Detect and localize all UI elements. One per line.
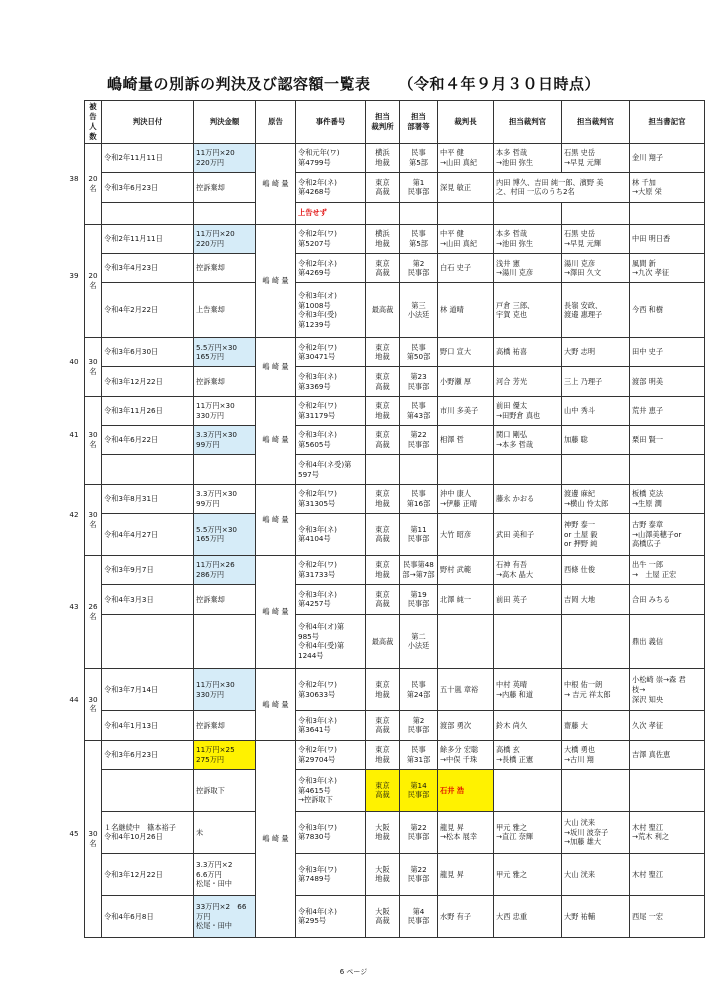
table-row [85, 224, 705, 253]
court: 東京 地裁 [366, 669, 400, 711]
judgment-date [102, 455, 194, 484]
judgment-date: １名継続中 篠本裕子 令和4年10月26日 [102, 811, 194, 853]
judge-1: 本多 哲哉 →池田 弥生 [494, 224, 562, 253]
judgment-amount: 3.3万円×30 99万円 [194, 484, 256, 513]
case-number: 令和3年(ネ) 第4257号 [296, 585, 366, 614]
judge-2 [562, 202, 630, 224]
presiding-judge: 沖中 康人 →伊藤 正晴 [438, 484, 494, 513]
table-row [85, 426, 705, 455]
judge-2: 大野 志明 [562, 338, 630, 367]
table-row [85, 853, 705, 895]
department: 民事 第31部 [400, 740, 438, 769]
clerk: 板橋 克法 →生原 潤 [630, 484, 705, 513]
court [366, 202, 400, 224]
table-row [85, 283, 705, 338]
presiding-judge [438, 202, 494, 224]
department [400, 202, 438, 224]
court: 東京 地裁 [366, 338, 400, 367]
department: 第三 小法廷 [400, 283, 438, 338]
case-number: 令和2年(ワ) 第30471号 [296, 338, 366, 367]
col-judge-2: 担当裁判官 [562, 101, 630, 144]
defendant-count-value: 30名 [88, 357, 98, 376]
defendant-count-value: 30名 [88, 694, 98, 714]
clerk: 小松崎 崇→森 君 枝→ 深沢 知央 [630, 669, 705, 711]
table-row [85, 811, 705, 853]
judgment-amount: 控訴棄却 [194, 711, 256, 740]
clerk: 今西 和樹 [630, 283, 705, 338]
col-court: 担当 裁判所 [366, 101, 400, 144]
judge-2: 大野 祐輔 [562, 895, 630, 937]
case-number: 令和3年(ネ) 第3641号 [296, 711, 366, 740]
col-date: 判決日付 [102, 101, 194, 144]
table-row [85, 711, 705, 740]
title-date: （令和４年９月３０日時点） [398, 75, 601, 93]
defendant-count-value: 30名 [88, 829, 98, 848]
judge-1: 河合 芳光 [494, 367, 562, 396]
presiding-judge: 中平 健 →山田 真紀 [438, 143, 494, 172]
department: 民事 第5部 [400, 224, 438, 253]
judgment-amount: 3.3万円×2 6.6万円 松尾・田中 [194, 853, 256, 895]
clerk: 合田 みちる [630, 585, 705, 614]
department: 第2 民事部 [400, 254, 438, 283]
department: 第2 民事部 [400, 711, 438, 740]
case-number: 令和元年(ワ) 第4799号 [296, 143, 366, 172]
defendant-count [69, 555, 102, 668]
case-number: 上告せず [296, 202, 366, 224]
judge-2: 石黒 史岳 →早見 元輝 [562, 143, 630, 172]
judgment-table [69, 100, 705, 938]
judgment-amount [194, 614, 256, 669]
judge-1: 内田 博久、吉田 純一郎、濱野 美 之、村田 一広のうち2名 [494, 173, 630, 202]
col-presiding-judge: 裁判長 [438, 101, 494, 144]
department: 第14 民事部 [400, 769, 438, 811]
judgment-amount: 上告棄却 [194, 283, 256, 338]
case-number: 令和2年(ワ) 第5207号 [296, 224, 366, 253]
court: 大阪 地裁 [366, 811, 400, 853]
department: 第22 民事部 [400, 853, 438, 895]
judgment-date [102, 614, 194, 669]
judge-1: 鈴木 尚久 [494, 711, 562, 740]
presiding-judge [438, 455, 494, 484]
presiding-judge: 相澤 哲 [438, 426, 494, 455]
defendant-count-value: 26名 [88, 602, 98, 622]
case-number: 令和2年(ワ) 第31305号 [296, 484, 366, 513]
court: 最高裁 [366, 614, 400, 669]
group-number: 38 [69, 174, 79, 184]
plaintiff: 嶋 崎 量 [256, 555, 296, 668]
judgment-date: 令和2年11月11日 [102, 143, 194, 172]
page-number: 6 ページ [339, 968, 368, 976]
court: 最高裁 [366, 283, 400, 338]
judgment-amount: 11万円×26 286万円 [194, 555, 256, 584]
case-number: 令和3年(ワ) 第7489号 [296, 853, 366, 895]
judgment-amount: 控訴棄却 [194, 254, 256, 283]
defendant-count [69, 338, 102, 397]
judgment-amount [194, 455, 256, 484]
case-number: 令和2年(ワ) 第29704号 [296, 740, 366, 769]
judgment-amount: 未 [194, 811, 256, 853]
clerk: 古野 泰章 →山澤美穂子or 高橋広子 [630, 513, 705, 555]
judgment-amount: 11万円×30 330万円 [194, 669, 256, 711]
plaintiff: 嶋 崎 量 [256, 224, 296, 337]
judge-1: 前田 英子 [494, 585, 562, 614]
judgment-date: 令和3年12月22日 [102, 367, 194, 396]
judgment-date: 令和2年11月11日 [102, 224, 194, 253]
table-row [85, 173, 705, 202]
court: 横浜 地裁 [366, 224, 400, 253]
clerk: 荒井 恵子 [630, 396, 705, 425]
judge-1 [494, 455, 562, 484]
case-number: 令和2年(ワ) 第31733号 [296, 555, 366, 584]
judgment-amount: 11万円×20 220万円 [194, 143, 256, 172]
judge-1: 本多 哲哉 →池田 弥生 [494, 143, 562, 172]
case-number: 令和3年(オ) 第1008号 令和3年(受) 第1239号 [296, 283, 366, 338]
page-title [0, 73, 707, 94]
defendant-count [69, 143, 102, 224]
department: 第1 民事部 [400, 173, 438, 202]
judge-1: 戸倉 三郎、 宇賀 克也 [494, 283, 562, 338]
court: 東京 高裁 [366, 367, 400, 396]
clerk: 林 千加 →大原 栄 [630, 173, 705, 202]
department: 民事 第50部 [400, 338, 438, 367]
case-number: 令和4年(オ)第 985号 令和4年(受)第 1244号 [296, 614, 366, 669]
clerk: 木村 聖江 →荒木 利之 [630, 811, 705, 853]
defendant-count [69, 224, 102, 337]
group-number: 42 [69, 510, 79, 520]
department: 第二 小法廷 [400, 614, 438, 669]
judgment-date: 令和4年1月13日 [102, 711, 194, 740]
court: 東京 高裁 [366, 173, 400, 202]
clerk: 中田 明日香 [630, 224, 705, 253]
judge-1: 甲元 雅之 →直江 奈輝 [494, 811, 562, 853]
judgment-date: 令和3年6月30日 [102, 338, 194, 367]
header-row [85, 101, 705, 144]
court: 東京 地裁 [366, 484, 400, 513]
judgment-date: 令和3年6月23日 [102, 173, 194, 202]
presiding-judge: 龍見 昇 [438, 853, 494, 895]
court: 東京 高裁 [366, 254, 400, 283]
judgment-amount: 3.3万円×30 99万円 [194, 426, 256, 455]
court: 横浜 地裁 [366, 143, 400, 172]
presiding-judge: 野口 宣大 [438, 338, 494, 367]
case-number: 令和3年(ネ) 第5605号 [296, 426, 366, 455]
defendant-count-value: 20名 [88, 174, 98, 193]
table-row [85, 614, 705, 669]
case-number: 令和3年(ネ) 第4104号 [296, 513, 366, 555]
judgment-date: 令和3年11月26日 [102, 396, 194, 425]
judge-2: 石黒 史岳 →早見 元輝 [562, 224, 630, 253]
court: 東京 高裁 [366, 769, 400, 811]
judge-2: 長嶺 安政、 渡邉 惠理子 [562, 283, 630, 338]
judge-1: 武田 美和子 [494, 513, 562, 555]
table-row [85, 484, 705, 513]
department: 民事第48 部→第7部 [400, 555, 438, 584]
col-defendants: 被告 人数 [85, 101, 102, 144]
case-number: 令和4年(ネ) 第295号 [296, 895, 366, 937]
clerk: 栗田 賢一 [630, 426, 705, 455]
judgment-amount: 11万円×25 275万円 [194, 740, 256, 769]
table-row [85, 143, 705, 172]
presiding-judge: 市川 多美子 [438, 396, 494, 425]
table-row [85, 895, 705, 937]
court: 東京 高裁 [366, 513, 400, 555]
group-number: 39 [69, 271, 79, 281]
defendant-count-value: 20名 [88, 271, 98, 290]
presiding-judge: 渡部 勇次 [438, 711, 494, 740]
judge-1: 中村 英晴 →内藤 和道 [494, 669, 562, 711]
presiding-judge: 大竹 昭彦 [438, 513, 494, 555]
judgment-amount: 5.5万円×30 165万円 [194, 513, 256, 555]
judge-2: 神野 泰一 or 土屋 毅 or 押野 純 [562, 513, 630, 555]
department: 民事 第24部 [400, 669, 438, 711]
clerk: 鼎出 義信 [630, 614, 705, 669]
presiding-judge: 龍見 昇 →松本 展幸 [438, 811, 494, 853]
judge-2: 大橋 勇也 →古川 翔 [562, 740, 630, 769]
judge-1 [494, 614, 562, 669]
judge-1: 石神 有吾 →高木 晶大 [494, 555, 562, 584]
judge-1 [494, 202, 562, 224]
judgment-amount: 控訴棄却 [194, 585, 256, 614]
case-number: 令和3年(ネ) 第3369号 [296, 367, 366, 396]
presiding-judge: 野村 武範 [438, 555, 494, 584]
plaintiff: 嶋 崎 量 [256, 338, 296, 397]
department: 第22 民事部 [400, 811, 438, 853]
case-number: 令和3年(ワ) 第7830号 [296, 811, 366, 853]
plaintiff: 嶋 崎 量 [256, 484, 296, 555]
clerk [630, 455, 705, 484]
department: 第22 民事部 [400, 426, 438, 455]
court: 東京 地裁 [366, 740, 400, 769]
judgment-date [102, 769, 194, 811]
judge-1: 関口 剛弘 →本多 哲哉 [494, 426, 562, 455]
plaintiff: 嶋 崎 量 [256, 669, 296, 740]
table-row [85, 455, 705, 484]
presiding-judge: 深見 敏正 [438, 173, 494, 202]
judgment-date: 令和3年7月14日 [102, 669, 194, 711]
col-judge-1: 担当裁判官 [494, 101, 562, 144]
judgment-amount: 5.5万円×30 165万円 [194, 338, 256, 367]
judge-2: 三上 乃理子 [562, 367, 630, 396]
defendant-count-value: 30名 [88, 510, 98, 529]
judge-2: 大山 洸来 [562, 853, 630, 895]
clerk: 風間 新 →九次 孝征 [630, 254, 705, 283]
presiding-judge: 五十嵐 章裕 [438, 669, 494, 711]
department: 第4 民事部 [400, 895, 438, 937]
court: 大阪 高裁 [366, 895, 400, 937]
presiding-judge: 中平 健 →山田 真紀 [438, 224, 494, 253]
judge-2: 加藤 聡 [562, 426, 630, 455]
judge-2 [562, 455, 630, 484]
col-case-number: 事件番号 [296, 101, 366, 144]
judge-1: 高橋 玄 →長橋 正憲 [494, 740, 562, 769]
judgment-date: 令和4年3月3日 [102, 585, 194, 614]
group-number: 43 [69, 602, 79, 612]
judgment-amount: 11万円×30 330万円 [194, 396, 256, 425]
department [400, 455, 438, 484]
judge-2: 西條 仕俊 [562, 555, 630, 584]
case-number: 令和2年(ワ) 第31179号 [296, 396, 366, 425]
department: 第19 民事部 [400, 585, 438, 614]
table-row [85, 367, 705, 396]
judgment-date: 令和4年2月22日 [102, 283, 194, 338]
presiding-judge: 小野瀬 厚 [438, 367, 494, 396]
judge-1: 浅井 憲 →湯川 克彦 [494, 254, 562, 283]
presiding-judge: 北澤 純一 [438, 585, 494, 614]
plaintiff: 嶋 崎 量 [256, 143, 296, 224]
table-row [85, 555, 705, 584]
department: 民事 第43部 [400, 396, 438, 425]
judgment-date: 令和4年6月8日 [102, 895, 194, 937]
case-number: 令和2年(ネ) 第4269号 [296, 254, 366, 283]
judgment-date [102, 202, 194, 224]
presiding-judge [438, 614, 494, 669]
defendant-count-value: 30名 [88, 430, 98, 450]
group-number: 45 [69, 829, 79, 839]
judgment-date: 令和3年4月23日 [102, 254, 194, 283]
col-dept: 担当 部署等 [400, 101, 438, 144]
table-row [85, 202, 705, 224]
judge-2: 齋藤 大 [562, 711, 630, 740]
judgment-amount: 33万円×2 66 万円 松尾・田中 [194, 895, 256, 937]
judge-2: 山中 秀斗 [562, 396, 630, 425]
col-clerk: 担当書記官 [630, 101, 705, 144]
plaintiff: 嶋 崎 量 [256, 740, 296, 937]
defendant-count [69, 740, 102, 937]
court: 東京 地裁 [366, 555, 400, 584]
judge-1: 大西 忠重 [494, 895, 562, 937]
clerk: 久次 孝征 [630, 711, 705, 740]
clerk [630, 769, 705, 811]
court: 東京 地裁 [366, 396, 400, 425]
judge-2: 大山 洸来 →坂川 波奈子 →加藤 雄大 [562, 811, 630, 853]
judgment-amount: 控訴棄却 [194, 367, 256, 396]
judge-2: 吉岡 大地 [562, 585, 630, 614]
table-row [85, 513, 705, 555]
presiding-judge: 石井 浩 [438, 769, 494, 811]
table-row [85, 396, 705, 425]
clerk: 木村 聖江 [630, 853, 705, 895]
judge-1: 高橋 祐喜 [494, 338, 562, 367]
presiding-judge: 水野 有子 [438, 895, 494, 937]
judgment-date: 令和4年6月22日 [102, 426, 194, 455]
clerk [630, 202, 705, 224]
group-number: 44 [69, 694, 79, 704]
court: 東京 高裁 [366, 585, 400, 614]
title-text: 嶋崎量の別訴の判決及び認容額一覧表 [106, 75, 371, 93]
case-number: 令和2年(ワ) 第30633号 [296, 669, 366, 711]
judgment-amount [194, 202, 256, 224]
clerk: 田中 史子 [630, 338, 705, 367]
judgment-amount: 控訴棄却 [194, 173, 256, 202]
department: 民事 第5部 [400, 143, 438, 172]
clerk: 金川 翔子 [630, 143, 705, 172]
judge-2 [562, 769, 630, 811]
clerk: 出牛 一郎 → 土屋 正宏 [630, 555, 705, 584]
table-row [85, 254, 705, 283]
col-amount: 判決金額 [194, 101, 256, 144]
clerk: 西尾 一宏 [630, 895, 705, 937]
department: 第23 民事部 [400, 367, 438, 396]
court: 東京 高裁 [366, 426, 400, 455]
judge-2 [562, 614, 630, 669]
defendant-count [69, 484, 102, 555]
table-row [85, 669, 705, 711]
group-number: 40 [69, 357, 79, 367]
department: 民事 第16部 [400, 484, 438, 513]
presiding-judge: 林 道晴 [438, 283, 494, 338]
clerk: 渡部 明美 [630, 367, 705, 396]
judgment-date: 令和3年12月22日 [102, 853, 194, 895]
defendant-count [69, 396, 102, 484]
clerk: 吉澤 真佐恵 [630, 740, 705, 769]
court [366, 455, 400, 484]
judge-1: 甲元 雅之 [494, 853, 562, 895]
table-row [85, 740, 705, 769]
judge-2: 湯川 克彦 →澤田 久文 [562, 254, 630, 283]
judgment-amount: 11万円×20 220万円 [194, 224, 256, 253]
department: 第11 民事部 [400, 513, 438, 555]
judge-1: 藤永 かおる [494, 484, 562, 513]
judge-1 [494, 769, 562, 811]
judgment-date: 令和4年4月27日 [102, 513, 194, 555]
judge-2: 中根 佑一朗 → 吉元 祥太郎 [562, 669, 630, 711]
plaintiff: 嶋 崎 量 [256, 396, 296, 484]
judge-1: 前田 優太 →田野倉 真也 [494, 396, 562, 425]
judgment-amount: 控訴取下 [194, 769, 256, 811]
table-row [85, 769, 705, 811]
case-number: 令和2年(ネ) 第4268号 [296, 173, 366, 202]
judge-2: 渡邊 麻紀 →横山 怜太郎 [562, 484, 630, 513]
defendant-count [69, 669, 102, 740]
table-row [85, 338, 705, 367]
judgment-date: 令和3年8月31日 [102, 484, 194, 513]
court: 東京 高裁 [366, 711, 400, 740]
table-row [85, 585, 705, 614]
case-number: 令和3年(ネ) 第4615号 →控訴取下 [296, 769, 366, 811]
presiding-judge: 餘多分 宏聡 →中俣 千珠 [438, 740, 494, 769]
group-number: 41 [69, 430, 79, 440]
presiding-judge: 白石 史子 [438, 254, 494, 283]
court: 大阪 地裁 [366, 853, 400, 895]
col-plaintiff: 原告 [256, 101, 296, 144]
case-number: 令和4年(ネ受)第 597号 [296, 455, 366, 484]
judgment-date: 令和3年9月7日 [102, 555, 194, 584]
judgment-date: 令和3年6月23日 [102, 740, 194, 769]
